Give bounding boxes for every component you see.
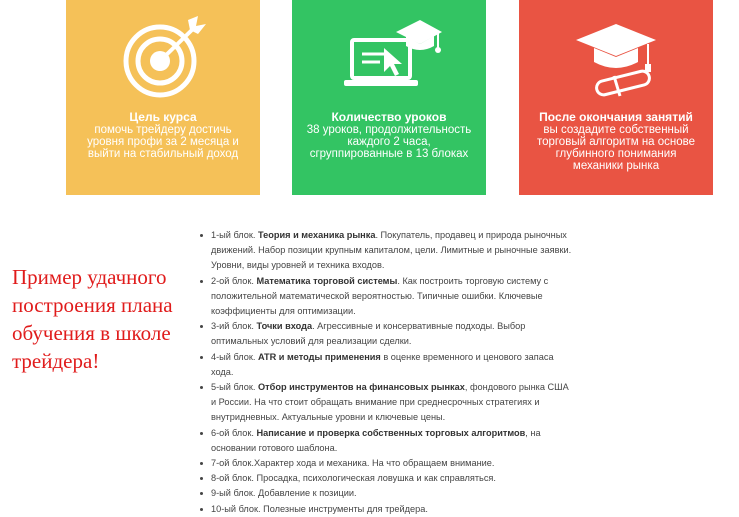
card-text: вы создадите собственный торговый алгоритм на основе глубинного понимания механики рынка [536,124,696,172]
target-icon [66,14,260,100]
list-item: 10-ый блок. Полезные инструменты для трейдера. [198,502,573,517]
graduation-cap-diploma-icon [519,14,713,100]
list-item: 5-ый блок. Отбор инструментов на финансовых рынках, фондового рынка США и России. На что стоит обращать внимание при среднесрочных стратегиях и внутридневных. Актуальные уровни и ключевые цены. [198,380,573,426]
card-title: Количество уроков [331,110,447,124]
card-text: помочь трейдеру достичь уровня профи за 2 месяца и выйти на стабильный доход [87,124,239,160]
laptop-graduation-cap-icon [292,14,486,100]
list-item: 1-ый блок. Теория и механика рынка. Покупатель, продавец и природа рыночных движений. Набор позиции крупным капиталом, цели. Лимитные и рыночные заявки. Уровни, виды уровней и техника входов. [198,228,573,274]
card-title: Цель курса [129,110,197,124]
card-title: После окончания занятий [539,110,693,124]
list-item: 7-ой блок.Характер хода и механика. На что обращаем внимание. [198,456,573,471]
list-item: 6-ой блок. Написание и проверка собственных торговых алгоритмов, на основании готового шаблона. [198,426,573,456]
list-item: 2-ой блок. Математика торговой системы. Как построить торговую систему с положительной математической вероятностью. Типичные ошибки. Ключевые коэффициенты для оптимизации. [198,274,573,320]
list-item: 8-ой блок. Просадка, психологическая ловушка и как справляться. [198,471,573,486]
course-goal-card [66,0,260,195]
plan-headline: Пример удачного построения плана обучения в школе трейдера! [12,265,173,373]
study-plan-list [198,228,573,517]
card-text: 38 уроков, продолжительность каждого 2 часа, сгруппированные в 13 блоках [306,124,472,160]
lesson-count-card [292,0,486,195]
list-item: 4-ый блок. ATR и методы применения в оценке временного и ценового запаса хода. [198,350,573,380]
list-item: 9-ый блок. Добавление к позиции. [198,486,573,501]
list-item: 3-ий блок. Точки входа. Агрессивные и консервативные подходы. Выбор оптимальных условий для реализации сделки. [198,319,573,349]
after-completion-card [519,0,713,195]
